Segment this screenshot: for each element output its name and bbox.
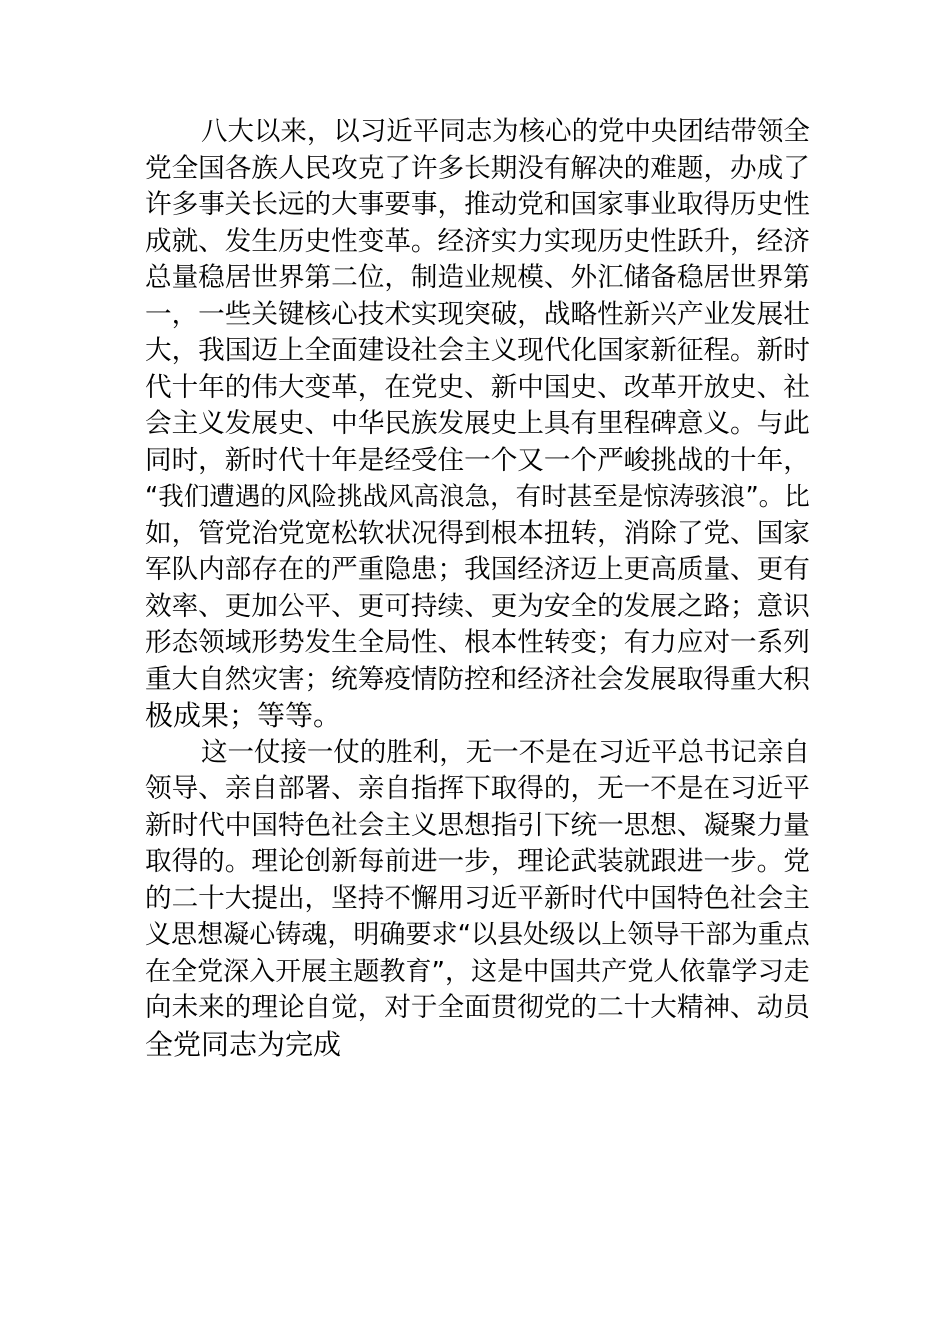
- body-text: [145, 114, 810, 1063]
- paragraph-2-line: 全党同志为完成: [145, 1027, 342, 1061]
- paragraph-2-line: 领导、亲自部署、亲自指挥下取得的，无一不是在习近平: [145, 773, 810, 804]
- paragraph-1-line: 总量稳居世界第二位，制造业规模、外汇储备稳居世界第: [145, 262, 810, 293]
- paragraph-1-line: 成就、发生历史性变革。经济实力实现历史性跃升，经济: [145, 225, 810, 257]
- paragraph-1-line: 效率、更加公平、更可持续、更为安全的发展之路；意识: [145, 590, 810, 622]
- paragraph-1-line: 如，管党治党宽松软状况得到根本扭转，消除了党、国家: [145, 517, 810, 549]
- paragraph-1-line: 一，一些关键核心技术实现突破，战略性新兴产业发展壮: [145, 298, 810, 330]
- paragraph-2-line: 的二十大提出，坚持不懈用习近平新时代中国特色社会主: [145, 882, 810, 914]
- paragraph-1-line: 大，我国迈上全面建设社会主义现代化国家新征程。新时: [145, 335, 810, 366]
- paragraph-1-line: 会主义发展史、中华民族发展史上具有里程碑意义。与此: [145, 408, 810, 439]
- paragraph-1-line: 极成果；等等。: [145, 699, 342, 732]
- paragraph-1-line: 军队内部存在的严重隐患；我国经济迈上更高质量、更有: [145, 554, 810, 585]
- paragraph-1-line: 许多事关长远的大事要事，推动党和国家事业取得历史性: [145, 189, 810, 220]
- paragraph-2-line: 这一仗接一仗的胜利，无一不是在习近平总书记亲自: [201, 736, 810, 768]
- paragraph-1-line: 八大以来，以习近平同志为核心的党中央团结带领全: [201, 116, 810, 147]
- paragraph-2-line: 新时代中国特色社会主义思想指引下统一思想、凝聚力量: [145, 809, 810, 841]
- paragraph-1-line: “我们遭遇的风险挑战风高浪急，有时甚至是惊涛骇浪”。比: [145, 482, 810, 512]
- paragraph-1-line: 重大自然灾害；统筹疫情防控和经济社会发展取得重大积: [145, 663, 810, 695]
- paragraph-2-line: 取得的。理论创新每前进一步，理论武装就跟进一步。党: [145, 846, 810, 877]
- paragraph-2-line: 向未来的理论自觉，对于全面贯彻党的二十大精神、动员: [145, 992, 810, 1023]
- paragraph-2-line: 义思想凝心铸魂，明确要求“以县处级以上领导干部为重点: [145, 920, 810, 950]
- paragraph-1-line: 党全国各族人民攻克了许多长期没有解决的难题，办成了: [145, 152, 810, 184]
- paragraph-1-line: 代十年的伟大变革，在党史、新中国史、改革开放史、社: [145, 371, 810, 403]
- paragraph-1-line: 形态领域形势发生全局性、根本性转变；有力应对一系列: [145, 627, 810, 658]
- paragraph-1-line: 同时，新时代十年是经受住一个又一个严峻挑战的十年，: [145, 444, 810, 476]
- paragraph-2-line: 在全党深入开展主题教育”，这是中国共产党人依靠学习走: [145, 956, 810, 987]
